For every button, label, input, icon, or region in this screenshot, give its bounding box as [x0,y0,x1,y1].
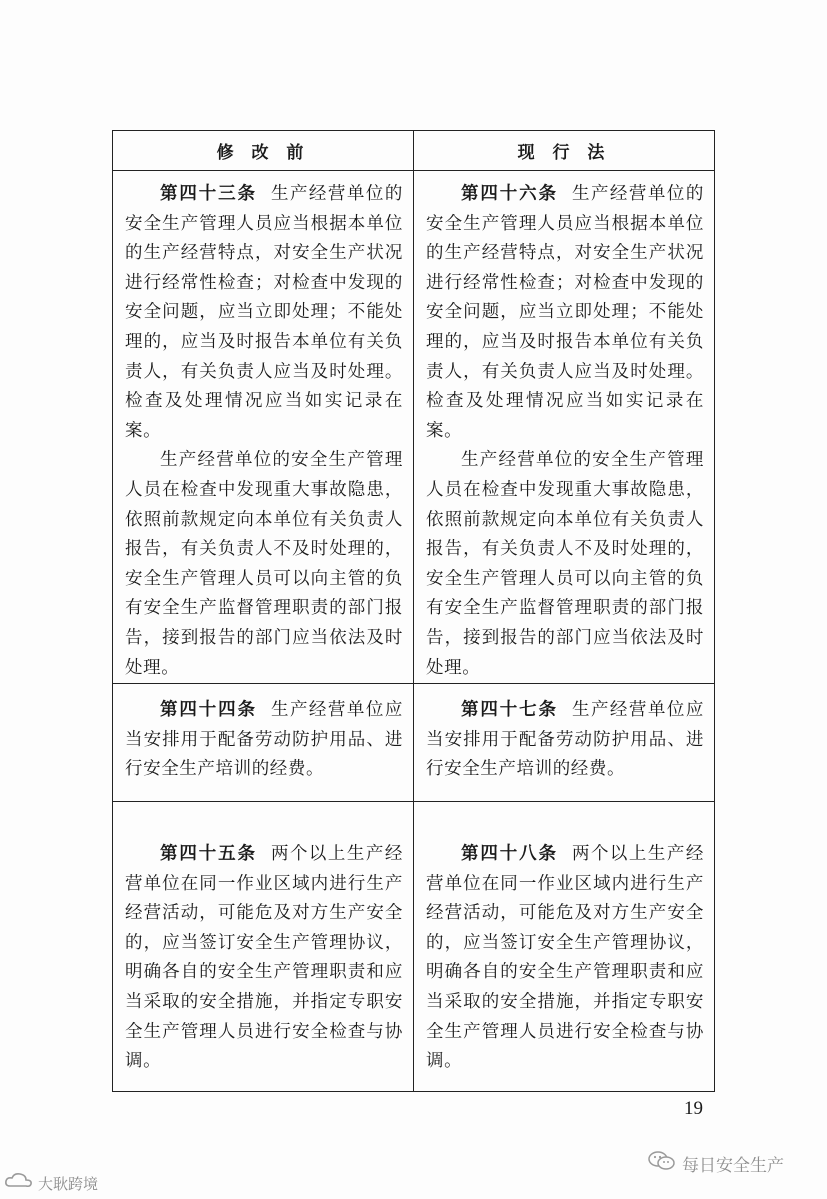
article-number: 第四十三条 [160,184,257,204]
paragraph [426,180,704,446]
paragraph-text: 生产经营单位应当安排用于配备劳动防护用品、进行安全生产培训的经费。 [426,700,704,780]
watermark-left-text: 大耿跨境 [38,1174,99,1193]
cell-current [414,171,715,684]
header-row [113,131,715,171]
cell-before [113,684,414,802]
article-number: 第四十六条 [461,184,558,204]
paragraph [125,840,403,1077]
header-before-revision: 修 改 前 [113,131,414,171]
table-row [113,802,715,1092]
cell-before [113,802,414,1092]
comparison-table [112,130,715,1092]
paragraph-text: 生产经营单位的安全生产管理人员应当根据本单位的生产经营特点，对安全生产状况进行经常性检查；对检查中发现的安全问题，应当立即处理；不能处理的，应当及时报告本单位有关负责人，有关负责人应当及时处理。检查及处理情况应当如实记录在案。 [426,184,704,441]
paragraph-text: 两个以上生产经营单位在同一作业区域内进行生产经营活动，可能危及对方生产安全的，应当签订安全生产管理协议，明确各自的安全生产管理职责和应当采取的安全措施，并指定专职安全生产管理人员进行安全检查与协调。 [125,844,403,1072]
paragraph-text: 两个以上生产经营单位在同一作业区域内进行生产经营活动，可能危及对方生产安全的，应当签订安全生产管理协议，明确各自的安全生产管理职责和应当采取的安全措施，并指定专职安全生产管理人员进行安全检查与协调。 [426,844,704,1072]
paragraph-text: 生产经营单位的安全生产管理人员应当根据本单位的生产经营特点，对安全生产状况进行经常性检查；对检查中发现的安全问题，应当立即处理；不能处理的，应当及时报告本单位有关负责人，有关负责人应当及时处理。检查及处理情况应当如实记录在案。 [125,184,403,441]
paragraph [426,840,704,1077]
watermark-left [4,1172,98,1194]
cell-before [113,171,414,684]
table-row [113,171,715,684]
article-number: 第四十八条 [461,844,558,865]
article-number: 第四十七条 [461,700,558,721]
page-number: 19 [684,1098,703,1119]
paragraph-text: 生产经营单位的安全生产管理人员在检查中发现重大事故隐患，依照前款规定向本单位有关负责人报告，有关负责人不及时处理的，安全生产管理人员可以向主管的负有安全生产监督管理职责的部门报告，接到报告的部门应当依法及时处理。 [426,450,704,678]
paragraph [125,696,403,785]
cloud-logo-icon [4,1172,34,1194]
paragraph [426,446,704,683]
wechat-icon [648,1150,676,1177]
header-current-law: 现 行 法 [414,131,715,171]
watermark-right [648,1150,784,1177]
article-number: 第四十四条 [160,700,257,721]
paragraph [426,696,704,785]
paragraph-text: 生产经营单位应当安排用于配备劳动防护用品、进行安全生产培训的经费。 [125,700,403,780]
paragraph-text: 生产经营单位的安全生产管理人员在检查中发现重大事故隐患，依照前款规定向本单位有关负责人报告，有关负责人不及时处理的，安全生产管理人员可以向主管的负有安全生产监督管理职责的部门报告，接到报告的部门应当依法及时处理。 [125,450,403,678]
paragraph [125,446,403,683]
paragraph [125,180,403,446]
cell-current [414,684,715,802]
cell-current [414,802,715,1092]
article-number: 第四十五条 [160,844,257,865]
watermark-right-text: 每日安全生产 [682,1156,784,1176]
table-row [113,684,715,802]
